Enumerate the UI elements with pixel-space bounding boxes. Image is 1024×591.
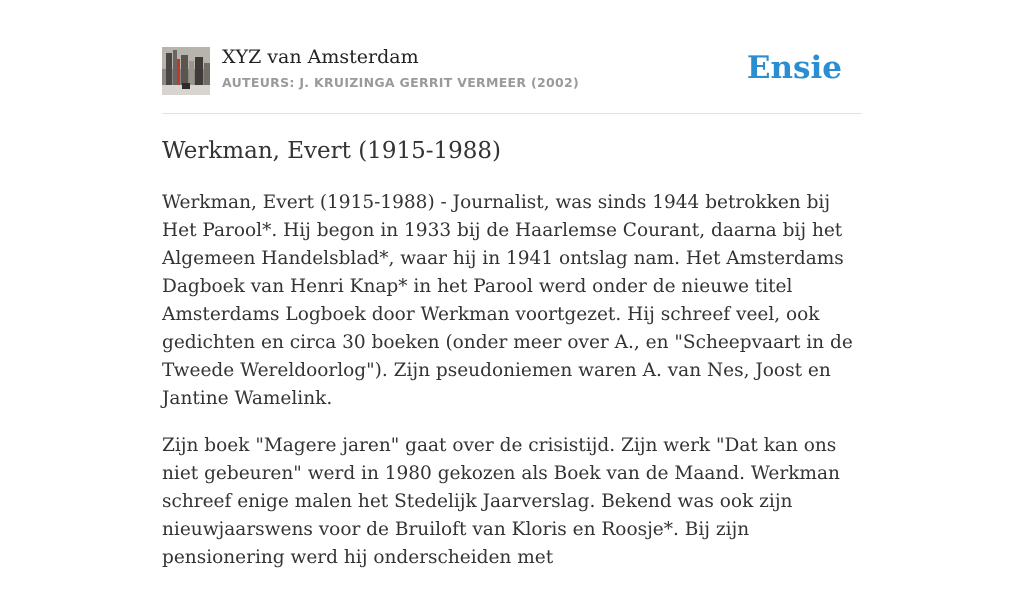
book-authors: AUTEURS: J. KRUIZINGA GERRIT VERMEER (2002) [222,75,579,90]
header-divider [162,113,862,114]
entry-body [162,189,864,591]
entry-title: Werkman, Evert (1915-1988) [162,138,501,164]
entry-paragraph: Werkman, Evert (1915-1988) - Journalist, was sinds 1944 betrokken bij Het Parool*. Hij begon in 1933 bij de Haarlemse Courant, daarna bij het Algemeen Handelsblad*, waar hij in 1941 ontslag nam. Het Amsterdams Dagboek van Henri Knap* in het Parool werd onder de nieuwe titel Amsterdams Logboek door Werkman voortgezet. Hij schreef veel, ook gedichten en circa 30 boeken (onder meer over A., en "Scheepvaart in de Tweede Wereldoorlog"). Zijn pseudoniemen waren A. van Nes, Joost en Jantine Wamelink. [162,192,853,409]
header [162,46,862,96]
ensie-logo-link[interactable]: Ensie [746,50,842,86]
entry-paragraph: Zijn boek "Magere jaren" gaat over de crisistijd. Zijn werk "Dat kan ons niet gebeuren" werd in 1980 gekozen als Boek van de Maand. Werkman schreef enige malen het Stedelijk Jaarverslag. Bekend was ook zijn nieuwjaarswens voor de Bruiloft van Kloris en Roosje*. Bij zijn pensionering werd hij onderscheiden met [162,435,840,568]
book-cover-image [162,47,210,95]
book-cover-avatar[interactable] [162,47,210,95]
book-title[interactable]: XYZ van Amsterdam [222,46,419,68]
